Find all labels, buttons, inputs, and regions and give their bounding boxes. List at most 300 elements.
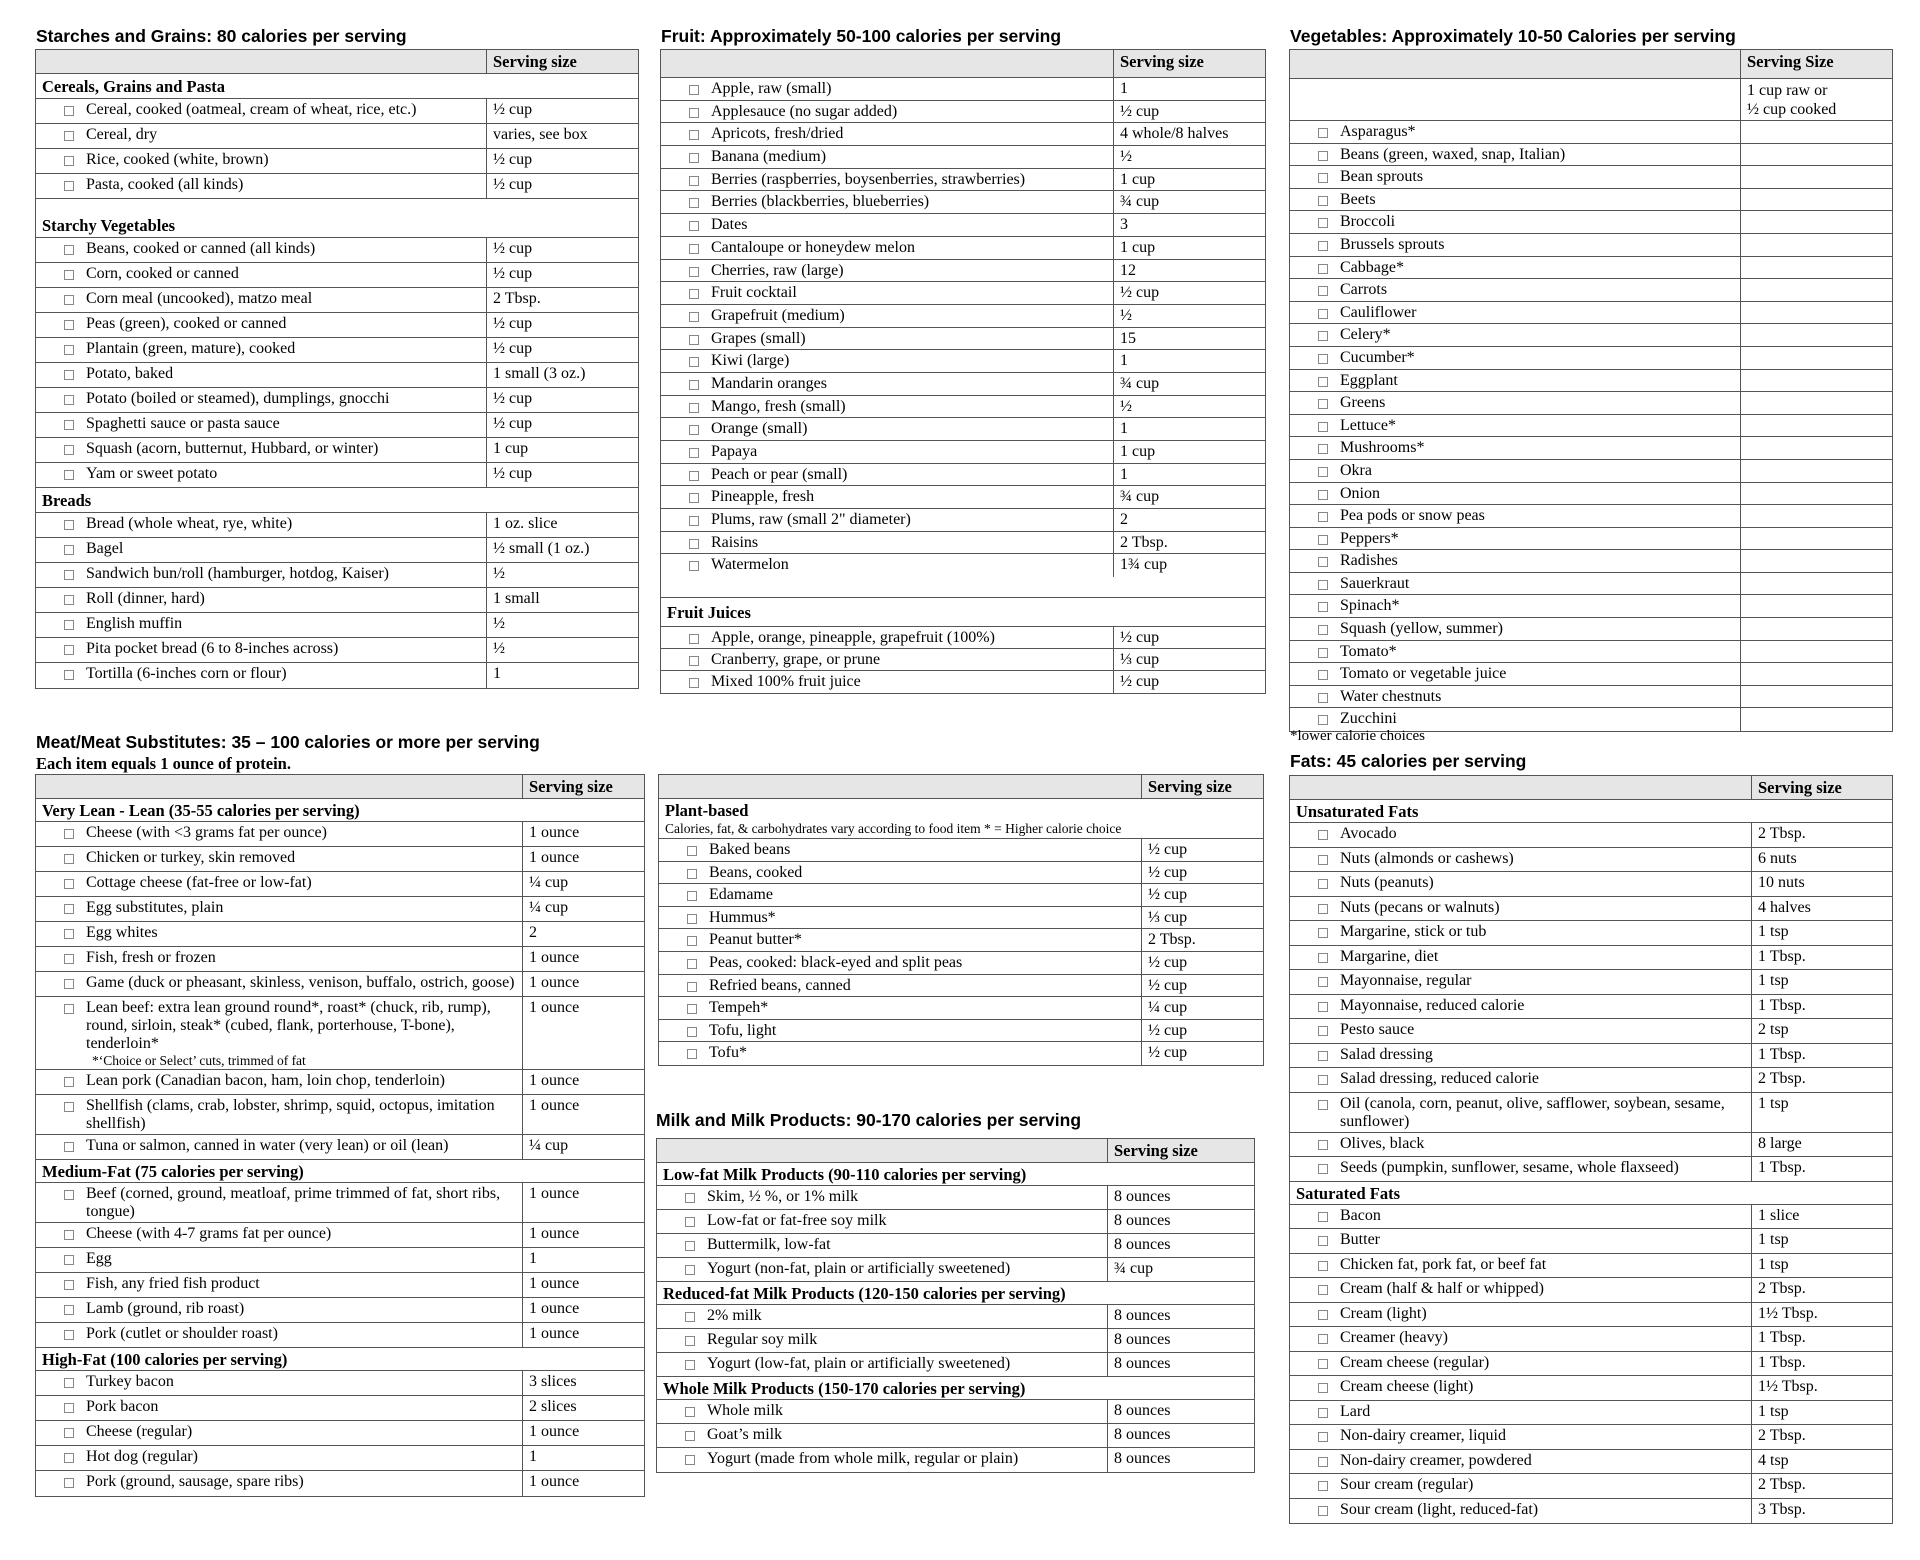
checkbox-icon[interactable] — [64, 854, 74, 864]
checkbox-icon[interactable] — [689, 198, 699, 208]
table-row — [661, 191, 1265, 214]
checkbox-icon[interactable] — [1318, 715, 1328, 725]
checkbox-icon[interactable] — [64, 1102, 74, 1112]
checkbox-icon[interactable] — [685, 1360, 695, 1370]
checkbox-icon[interactable] — [1318, 928, 1328, 938]
table-row — [36, 1471, 644, 1496]
checkbox-icon[interactable] — [689, 493, 699, 503]
item-name: Apple, raw (small) — [711, 80, 832, 97]
checkbox-icon[interactable] — [689, 448, 699, 458]
checkbox-icon[interactable] — [689, 380, 699, 390]
checkbox-icon[interactable] — [687, 891, 697, 901]
section-title: Breads — [36, 488, 638, 513]
checkbox-icon[interactable] — [689, 561, 699, 571]
table-row — [1290, 1499, 1892, 1524]
serving-size: ½ cup — [486, 463, 638, 487]
item-name: Zucchini — [1340, 710, 1397, 728]
serving-size: 10 nuts — [1751, 872, 1892, 896]
checkbox-icon[interactable] — [689, 656, 699, 666]
checkbox-icon[interactable] — [1318, 830, 1328, 840]
table-row — [1290, 618, 1892, 641]
item-name: Fish, any fried fish product — [86, 1275, 260, 1292]
table-row — [36, 1135, 644, 1160]
checkbox-icon[interactable] — [1318, 467, 1328, 477]
checkbox-icon[interactable] — [685, 1336, 695, 1346]
checkbox-icon[interactable] — [689, 221, 699, 231]
vegetables-table — [1289, 49, 1893, 732]
checkbox-icon[interactable] — [689, 85, 699, 95]
serving-size: 1 tsp — [1751, 1254, 1892, 1278]
checkbox-icon[interactable] — [689, 244, 699, 254]
checkbox-icon[interactable] — [1318, 512, 1328, 522]
checkbox-icon[interactable] — [64, 295, 74, 305]
item-name: Dates — [711, 216, 748, 234]
checkbox-icon[interactable] — [689, 108, 699, 118]
checkbox-icon[interactable] — [1318, 196, 1328, 206]
item-name: Mixed 100% fruit juice — [711, 673, 861, 691]
serving-size: 1 slice — [1751, 1205, 1892, 1229]
checkbox-icon[interactable] — [1318, 422, 1328, 432]
table-row — [657, 1448, 1254, 1472]
starches-col-header: Serving size — [486, 50, 638, 73]
checkbox-icon[interactable] — [689, 678, 699, 688]
serving-size: 1 tsp — [1751, 970, 1892, 994]
checkbox-icon[interactable] — [689, 153, 699, 163]
serving-size: 8 ounces — [1107, 1353, 1254, 1376]
checkbox-icon[interactable] — [1318, 1236, 1328, 1246]
checkbox-icon[interactable] — [689, 335, 699, 345]
serving-size: ½ cup — [1141, 1042, 1263, 1065]
checkbox-icon[interactable] — [64, 181, 74, 191]
serving-size: ½ cup — [1141, 839, 1263, 861]
starches-table — [35, 49, 639, 689]
checkbox-icon[interactable] — [64, 1478, 74, 1488]
item-name: Brussels sprouts — [1340, 235, 1445, 253]
item-name: Eggplant — [1340, 371, 1398, 389]
checkbox-icon[interactable] — [64, 1378, 74, 1388]
serving-size: 2 Tbsp. — [1141, 929, 1263, 951]
checkbox-icon[interactable] — [64, 131, 74, 141]
table-row — [657, 1234, 1254, 1258]
item-name: Radishes — [1340, 552, 1398, 570]
checkbox-icon[interactable] — [687, 959, 697, 969]
checkbox-icon[interactable] — [1318, 241, 1328, 251]
checkbox-icon[interactable] — [689, 634, 699, 644]
serving-size-empty — [1740, 708, 1892, 731]
item-name: Beef (corned, ground, meatloaf, prime trimmed of fat, short ribs, tongue) — [86, 1185, 501, 1220]
checkbox-icon[interactable] — [687, 869, 697, 879]
serving-size: 1½ Tbsp. — [1751, 1303, 1892, 1327]
checkbox-icon[interactable] — [1318, 602, 1328, 612]
table-row — [1290, 686, 1892, 709]
table-row — [661, 214, 1265, 237]
serving-size-empty — [1740, 641, 1892, 663]
serving-size: 4 tsp — [1751, 1450, 1892, 1474]
table-row — [1290, 166, 1892, 189]
table-row — [661, 237, 1265, 260]
checkbox-icon[interactable] — [1318, 1432, 1328, 1442]
checkbox-icon[interactable] — [64, 106, 74, 116]
item-name: Cranberry, grape, or prune — [711, 651, 881, 669]
item-name: Mango, fresh (small) — [711, 397, 846, 415]
item-name: Cherries, raw (large) — [711, 261, 844, 279]
checkbox-icon[interactable] — [64, 979, 74, 989]
checkbox-icon[interactable] — [689, 312, 699, 322]
checkbox-icon[interactable] — [685, 1265, 695, 1275]
checkbox-icon[interactable] — [64, 879, 74, 889]
serving-size: 2 — [522, 922, 644, 946]
checkbox-icon[interactable] — [1318, 331, 1328, 341]
checkbox-icon[interactable] — [1318, 264, 1328, 274]
checkbox-icon[interactable] — [1318, 1100, 1328, 1110]
checkbox-icon[interactable] — [689, 539, 699, 549]
serving-size: ½ cup — [1141, 1020, 1263, 1042]
checkbox-icon[interactable] — [64, 520, 74, 530]
checkbox-icon[interactable] — [685, 1407, 695, 1417]
serving-size: 1 Tbsp. — [1751, 1352, 1892, 1376]
section-title: Saturated Fats — [1290, 1182, 1892, 1205]
item-name: Broccoli — [1340, 213, 1396, 231]
checkbox-icon[interactable] — [685, 1241, 695, 1251]
checkbox-icon[interactable] — [685, 1217, 695, 1227]
table-row — [36, 1371, 644, 1396]
checkbox-icon[interactable] — [64, 1004, 74, 1014]
checkbox-icon[interactable] — [1318, 1164, 1328, 1174]
checkbox-icon[interactable] — [1318, 1457, 1328, 1467]
serving-size: 1 — [1113, 464, 1265, 486]
checkbox-icon[interactable] — [689, 357, 699, 367]
checkbox-icon[interactable] — [1318, 904, 1328, 914]
item-name: Beans (green, waxed, snap, Italian) — [1340, 145, 1566, 163]
serving-size: 1 Tbsp. — [1751, 1157, 1892, 1181]
checkbox-icon[interactable] — [1318, 670, 1328, 680]
checkbox-icon[interactable] — [685, 1431, 695, 1441]
checkbox-icon[interactable] — [1318, 490, 1328, 500]
vegetables-col-header: Serving Size — [1740, 50, 1892, 78]
item-name: Tofu, light — [709, 1021, 777, 1039]
serving-size: 1 Tbsp. — [1751, 946, 1892, 970]
checkbox-icon[interactable] — [687, 982, 697, 992]
serving-size: 8 ounces — [1107, 1234, 1254, 1257]
checkbox-icon[interactable] — [1318, 1075, 1328, 1085]
checkbox-icon[interactable] — [1318, 354, 1328, 364]
checkbox-icon[interactable] — [64, 620, 74, 630]
checkbox-icon[interactable] — [64, 570, 74, 580]
checkbox-icon[interactable] — [64, 1330, 74, 1340]
checkbox-icon[interactable] — [64, 1453, 74, 1463]
checkbox-icon[interactable] — [687, 936, 697, 946]
item-name: Goat’s milk — [707, 1426, 783, 1443]
item-name: Okra — [1340, 461, 1372, 479]
checkbox-icon[interactable] — [1318, 1408, 1328, 1418]
table-row — [661, 78, 1265, 101]
checkbox-icon[interactable] — [64, 545, 74, 555]
checkbox-icon[interactable] — [1318, 128, 1328, 138]
table-row — [1290, 1450, 1892, 1475]
checkbox-icon[interactable] — [64, 829, 74, 839]
serving-size: 1 oz. slice — [486, 513, 638, 537]
serving-size: 1 ounce — [522, 972, 644, 996]
checkbox-icon[interactable] — [1318, 625, 1328, 635]
item-name: Egg — [86, 1250, 112, 1267]
serving-size: ½ cup — [1113, 101, 1265, 123]
checkbox-icon[interactable] — [64, 1280, 74, 1290]
checkbox-icon[interactable] — [64, 345, 74, 355]
item-name: Salad dressing, reduced calorie — [1340, 1070, 1540, 1087]
checkbox-icon[interactable] — [685, 1312, 695, 1322]
item-name: Butter — [1340, 1231, 1380, 1248]
checkbox-icon[interactable] — [1318, 1310, 1328, 1320]
serving-size-empty — [1740, 483, 1892, 505]
table-row — [1290, 1019, 1892, 1044]
checkbox-icon[interactable] — [1318, 1359, 1328, 1369]
item-name: Pork bacon — [86, 1398, 159, 1415]
item-name: Potato (boiled or steamed), dumplings, gnocchi — [86, 390, 390, 407]
table-row — [36, 847, 644, 872]
serving-size: 8 ounces — [1107, 1448, 1254, 1472]
table-row — [36, 922, 644, 947]
checkbox-icon[interactable] — [64, 645, 74, 655]
serving-size: 4 whole/8 halves — [1113, 123, 1265, 145]
checkbox-icon[interactable] — [1318, 535, 1328, 545]
item-name: Egg whites — [86, 924, 158, 941]
checkbox-icon[interactable] — [1318, 1002, 1328, 1012]
checkbox-icon[interactable] — [1318, 557, 1328, 567]
item-name: Pineapple, fresh — [711, 488, 815, 506]
item-name: Regular soy milk — [707, 1331, 818, 1348]
checkbox-icon[interactable] — [64, 929, 74, 939]
serving-size: 1 ounce — [522, 1471, 644, 1496]
serving-size-empty — [1740, 573, 1892, 595]
serving-size-empty — [1740, 663, 1892, 685]
checkbox-icon[interactable] — [1318, 1383, 1328, 1393]
checkbox-icon[interactable] — [64, 670, 74, 680]
checkbox-icon[interactable] — [64, 156, 74, 166]
checkbox-icon[interactable] — [64, 1077, 74, 1087]
table-row — [1290, 1474, 1892, 1499]
fruit-table — [660, 49, 1266, 694]
serving-size-empty — [1740, 121, 1892, 143]
serving-size: 1½ Tbsp. — [1751, 1376, 1892, 1400]
serving-size-empty — [1740, 686, 1892, 708]
table-row — [1290, 528, 1892, 551]
checkbox-icon[interactable] — [1318, 1261, 1328, 1271]
vegetables-size-line2: ½ cup cooked — [1747, 101, 1837, 118]
item-name: Sour cream (light, reduced-fat) — [1340, 1500, 1539, 1518]
table-row — [36, 413, 638, 438]
checkbox-icon[interactable] — [1318, 1481, 1328, 1491]
table-row — [36, 638, 638, 663]
checkbox-icon[interactable] — [1318, 693, 1328, 703]
table-row — [1290, 1093, 1892, 1133]
serving-size: 1 tsp — [1751, 1229, 1892, 1253]
item-name: Skim, ½ %, or 1% milk — [707, 1188, 859, 1205]
serving-size-empty — [1740, 189, 1892, 211]
table-row — [661, 627, 1265, 649]
checkbox-icon[interactable] — [687, 914, 697, 924]
checkbox-icon[interactable] — [64, 595, 74, 605]
item-name: Cucumber* — [1340, 348, 1415, 366]
checkbox-icon[interactable] — [64, 1305, 74, 1315]
serving-size: ½ cup — [486, 388, 638, 412]
serving-size: ½ cup — [1141, 952, 1263, 974]
checkbox-icon[interactable] — [1318, 1051, 1328, 1061]
checkbox-icon[interactable] — [689, 403, 699, 413]
table-row — [659, 1042, 1263, 1065]
item-name: Cheese (with 4-7 grams fat per ounce) — [86, 1225, 332, 1242]
checkbox-icon[interactable] — [64, 395, 74, 405]
item-name: Oil (canola, corn, peanut, olive, safflower, soybean, sesame, sunflower) — [1340, 1094, 1725, 1130]
item-name: Apricots, fresh/dried — [711, 125, 844, 143]
table-row — [661, 441, 1265, 464]
table-row — [1290, 848, 1892, 873]
checkbox-icon[interactable] — [64, 445, 74, 455]
item-name: Baked beans — [709, 841, 791, 858]
checkbox-icon[interactable] — [1318, 1334, 1328, 1344]
serving-size-empty — [1740, 505, 1892, 527]
table-row — [1290, 1205, 1892, 1230]
checkbox-icon[interactable] — [1318, 1026, 1328, 1036]
checkbox-icon[interactable] — [1318, 855, 1328, 865]
checkbox-icon[interactable] — [64, 1255, 74, 1265]
serving-size: 3 — [1113, 214, 1265, 236]
checkbox-icon[interactable] — [1318, 377, 1328, 387]
item-name: Whole milk — [707, 1402, 783, 1419]
checkbox-icon[interactable] — [689, 425, 699, 435]
table-row — [1290, 946, 1892, 971]
checkbox-icon[interactable] — [64, 1230, 74, 1240]
table-row — [1290, 1044, 1892, 1069]
item-name: Chicken or turkey, skin removed — [86, 849, 296, 866]
table-row — [1290, 347, 1892, 370]
checkbox-icon[interactable] — [689, 176, 699, 186]
checkbox-icon[interactable] — [64, 320, 74, 330]
item-name: Grapes (small) — [711, 329, 806, 347]
table-row — [659, 1020, 1263, 1043]
checkbox-icon[interactable] — [689, 267, 699, 277]
serving-size: 2 Tbsp. — [1751, 1425, 1892, 1449]
checkbox-icon[interactable] — [685, 1455, 695, 1465]
item-name: Peach or pear (small) — [711, 465, 848, 483]
checkbox-icon[interactable] — [1318, 399, 1328, 409]
checkbox-icon[interactable] — [64, 1403, 74, 1413]
item-name: Apple, orange, pineapple, grapefruit (100%) — [711, 629, 995, 647]
serving-size: ⅓ cup — [1113, 649, 1265, 670]
serving-size: 2 Tbsp. — [1751, 1278, 1892, 1302]
checkbox-icon[interactable] — [687, 1049, 697, 1059]
section-title: High-Fat (100 calories per serving) — [36, 1348, 644, 1371]
checkbox-icon[interactable] — [1318, 286, 1328, 296]
checkbox-icon[interactable] — [64, 1190, 74, 1200]
fruit-juices-title: Fruit Juices — [667, 603, 751, 623]
checkbox-icon[interactable] — [687, 1027, 697, 1037]
serving-size-empty — [1740, 528, 1892, 550]
checkbox-icon[interactable] — [1318, 1285, 1328, 1295]
checkbox-icon[interactable] — [1318, 879, 1328, 889]
table-row — [36, 388, 638, 413]
item-name: Bean sprouts — [1340, 168, 1424, 186]
table-row — [1290, 1229, 1892, 1254]
meat-table — [35, 774, 645, 1497]
item-name: Cottage cheese (fat-free or low-fat) — [86, 874, 312, 891]
checkbox-icon[interactable] — [1318, 444, 1328, 454]
item-name: Yam or sweet potato — [86, 465, 218, 482]
checkbox-icon[interactable] — [685, 1193, 695, 1203]
item-name: Cereal, dry — [86, 126, 158, 143]
checkbox-icon[interactable] — [1318, 309, 1328, 319]
checkbox-icon[interactable] — [1318, 580, 1328, 590]
checkbox-icon[interactable] — [1318, 218, 1328, 228]
item-name: Greens — [1340, 394, 1386, 412]
checkbox-icon[interactable] — [1318, 648, 1328, 658]
serving-size: 1 — [1113, 418, 1265, 440]
table-row — [661, 486, 1265, 509]
fats-heading: Fats: 45 calories per serving — [1290, 751, 1527, 771]
checkbox-icon[interactable] — [64, 470, 74, 480]
checkbox-icon[interactable] — [1318, 1212, 1328, 1222]
checkbox-icon[interactable] — [1318, 173, 1328, 183]
checkbox-icon[interactable] — [64, 1428, 74, 1438]
serving-size: ½ cup — [1141, 884, 1263, 906]
checkbox-icon[interactable] — [1318, 1506, 1328, 1516]
item-name: Onion — [1340, 484, 1380, 502]
serving-size: ½ — [486, 638, 638, 662]
checkbox-icon[interactable] — [1318, 151, 1328, 161]
serving-size: 2 slices — [522, 1396, 644, 1420]
checkbox-icon[interactable] — [689, 471, 699, 481]
checkbox-icon[interactable] — [687, 846, 697, 856]
item-name: Egg substitutes, plain — [86, 899, 224, 916]
checkbox-icon[interactable] — [64, 245, 74, 255]
vegetables-heading: Vegetables: Approximately 10-50 Calories per serving — [1290, 26, 1736, 46]
checkbox-icon[interactable] — [689, 516, 699, 526]
table-row — [36, 872, 644, 897]
checkbox-icon[interactable] — [64, 904, 74, 914]
serving-size: 8 ounces — [1107, 1424, 1254, 1447]
table-row — [657, 1186, 1254, 1210]
checkbox-icon[interactable] — [689, 130, 699, 140]
serving-size: ¼ cup — [522, 1135, 644, 1159]
checkbox-icon[interactable] — [689, 289, 699, 299]
checkbox-icon[interactable] — [1318, 953, 1328, 963]
checkbox-icon[interactable] — [64, 370, 74, 380]
checkbox-icon[interactable] — [64, 1142, 74, 1152]
item-name: Squash (acorn, butternut, Hubbard, or winter) — [86, 440, 379, 457]
table-row — [36, 149, 638, 174]
plant-table — [658, 774, 1264, 1066]
serving-size-empty — [1740, 437, 1892, 459]
table-row — [36, 1095, 644, 1135]
plant-title: Plant-based — [665, 801, 749, 820]
serving-size: ½ cup — [1113, 627, 1265, 648]
table-row — [1290, 1303, 1892, 1328]
checkbox-icon[interactable] — [1318, 1140, 1328, 1150]
serving-size-empty — [1740, 347, 1892, 369]
table-row — [36, 1446, 644, 1471]
item-name: Asparagus* — [1340, 123, 1416, 140]
checkbox-icon[interactable] — [64, 420, 74, 430]
checkbox-icon[interactable] — [64, 954, 74, 964]
table-row — [657, 1353, 1254, 1377]
checkbox-icon[interactable] — [687, 1004, 697, 1014]
checkbox-icon[interactable] — [1318, 977, 1328, 987]
serving-size: 1 ounce — [522, 1421, 644, 1445]
checkbox-icon[interactable] — [64, 270, 74, 280]
table-row — [1290, 641, 1892, 664]
table-row — [36, 99, 638, 124]
serving-size: 1 tsp — [1751, 1401, 1892, 1425]
item-name: Rice, cooked (white, brown) — [86, 151, 269, 168]
